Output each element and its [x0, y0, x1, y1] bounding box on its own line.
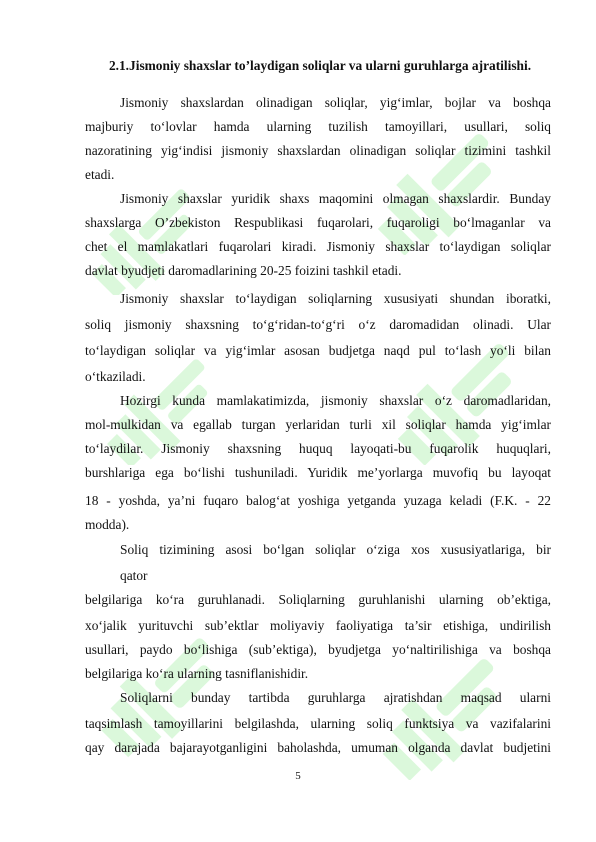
text-line: Jismoniy shaxslardan olinadigan soliqlar, yig‘imlar, bojlar va boshqa	[120, 95, 551, 110]
text-line: Jismoniy shaxslar yuridik shaxs maqomini olmagan shaxslardir. Bunday	[120, 191, 551, 206]
text-line: nazoratining yig‘indisi jismoniy shaxslardan olinadigan soliqlar tizimini tashkil	[85, 143, 551, 158]
text-line: qay darajada bajarayotganligini baholashda, umuman olganda davlat budjetini	[85, 740, 551, 755]
text-line: davlat byudjeti daromadlarining 20-25 foizini tashkil etadi.	[85, 263, 402, 278]
section-heading: 2.1.Jismoniy shaxslar to’laydigan soliqlar va ularni guruhlarga ajratilishi.	[108, 58, 532, 73]
text-line: taqsimlash tamoyillarini belgilashda, ularning soliq funktsiya va vazifalarini	[85, 716, 551, 731]
text-line: Soliqlarni bunday tartibda guruhlarga ajratishdan maqsad ularni	[120, 690, 551, 705]
text-line: belgilariga ko‘ra guruhlanadi. Soliqlarning guruhlanishi ularning ob’ektiga,	[85, 592, 551, 607]
text-line: Jismoniy shaxslar to‘laydigan soliqlarning xususiyati shundan iboratki,	[120, 291, 551, 306]
text-line: majburiy to‘lovlar hamda ularning tuzilish tamoyillari, usullari, soliq	[85, 119, 551, 134]
text-line: to‘laydigan soliqlar va yig‘imlar asosan budjetga naqd pul to‘lash yo‘li bilan	[85, 343, 551, 358]
text-line: xo‘jalik yurituvchi sub’ektlar moliyaviy faoliyatiga ta’sir etishiga, undirilish	[85, 618, 551, 633]
text-line: shaxslarga O’zbekiston Respublikasi fuqarolari, fuqaroligi bo‘lmaganlar va	[85, 215, 551, 230]
text-line: o‘tkaziladi.	[85, 369, 146, 384]
text-line: usullari, paydo bo‘lishiga (sub’ektiga), byudjetga yo‘naltirilishiga va boshqa	[85, 642, 551, 657]
text-line: burshlariga ega bo‘lishi tushuniladi. Yuridik me’yorlarga muvofiq bu layoqat	[85, 465, 551, 480]
text-line: qator	[120, 568, 148, 583]
page-number: 5	[295, 770, 301, 782]
text-line: belgilariga ko‘ra ularning tasniflanishidir.	[85, 666, 309, 681]
text-line: to‘laydilar. Jismoniy shaxsning huquq layoqati-bu fuqarolik huquqlari,	[85, 441, 551, 456]
text-line: Soliq tizimining asosi bo‘lgan soliqlar o‘ziga xos xususiyatlariga, bir	[120, 542, 551, 557]
text-line: Hozirgi kunda mamlakatimizda, jismoniy shaxslar o‘z daromadlaridan,	[120, 393, 551, 408]
text-line: 18 - yoshda, ya’ni fuqaro balog‘at yoshiga yetganda yuzaga keladi (F.K. - 22	[85, 493, 551, 508]
text-line: soliq jismoniy shaxsning to‘g‘ridan-to‘g‘ri o‘z daromadidan olinadi. Ular	[85, 317, 551, 332]
text-line: etadi.	[85, 167, 115, 182]
text-line: modda).	[85, 517, 130, 532]
text-line: chet el mamlakatlari fuqarolari kiradi. Jismoniy shaxslar to‘laydigan soliqlar	[85, 239, 551, 254]
text-line: mol-mulkidan va egallab turgan yerlaridan turli xil soliqlar hamda yig‘imlar	[85, 417, 551, 432]
